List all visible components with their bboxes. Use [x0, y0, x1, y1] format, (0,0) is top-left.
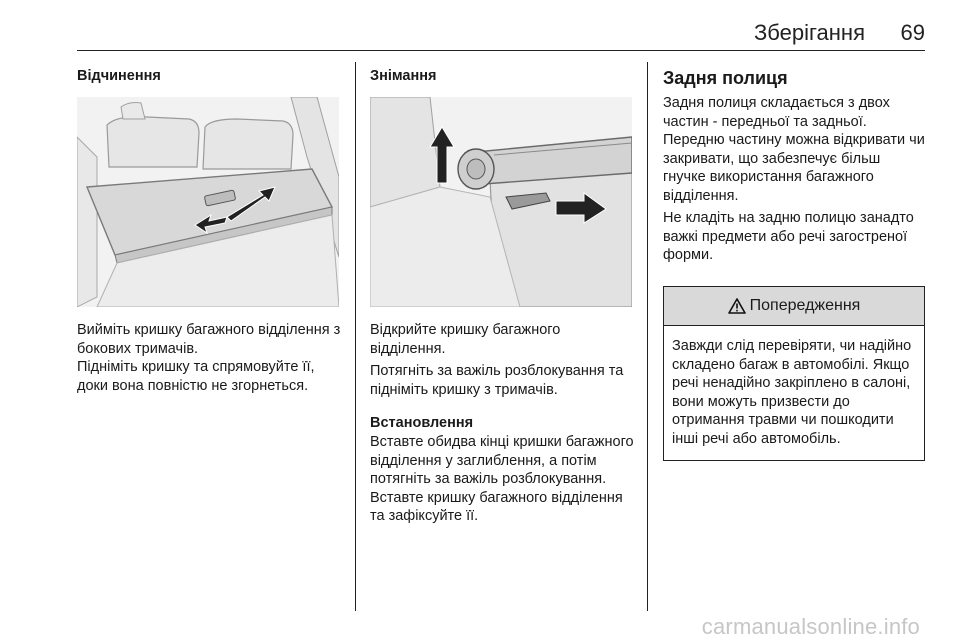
section-heading: Відчинення — [77, 68, 161, 84]
page-number: 69 — [900, 20, 925, 45]
page-header — [77, 0, 925, 51]
watermark: carmanualsonline.info — [701, 614, 920, 639]
section-subheading: Встановлення — [370, 415, 474, 431]
section-heading: Знімання — [370, 68, 437, 84]
cargo-cover-removal-illustration — [370, 97, 632, 307]
warning-title-bar — [664, 287, 924, 326]
column-opening — [77, 62, 345, 395]
paragraph: Підніміть кришку та спрямовуйте її, доки вона повністю не згорнеться. — [77, 359, 315, 394]
column-removing — [370, 62, 638, 526]
warning-triangle-icon — [728, 298, 746, 314]
paragraph: Вийміть кришку багажного відділення з бокових тримачів. — [77, 322, 341, 357]
column-divider — [355, 62, 356, 611]
paragraph: Потягніть за важіль розблокування та підніміть кришку з тримачів. — [370, 363, 624, 398]
column-divider — [647, 62, 648, 611]
cargo-cover-opening-illustration — [77, 97, 339, 307]
paragraph: Задня полиця складається з двох частин - передньої та задньої. Передню частину можна відкривати чи закривати, що забезпечує більш гнучке використання багажного відділення. — [663, 95, 925, 204]
column-rear-shelf — [663, 62, 925, 265]
paragraph: Не кладіть на задню полицю занадто важкі предмети або речі загостреної форми. — [663, 210, 914, 263]
header-title: Зберігання — [754, 20, 865, 45]
warning-text: Завжди слід перевіряти, чи надійно складено багаж в автомобілі. Якщо речі ненадійно закріплено в салоні, вони можуть призвести до отримання травми чи пошкодити інші речі або автомобіль. — [672, 338, 912, 447]
paragraph: Вставте обидва кінці кришки багажного відділення у заглиблення, а потім потягніть за важіль розблокування. Вставте кришку багажного відділення та зафіксуйте її. — [370, 434, 634, 524]
warning-box — [663, 286, 925, 461]
section-heading: Задня полиця — [663, 68, 788, 88]
warning-title: Попередження — [749, 297, 861, 314]
paragraph: Відкрийте кришку багажного відділення. — [370, 322, 561, 357]
